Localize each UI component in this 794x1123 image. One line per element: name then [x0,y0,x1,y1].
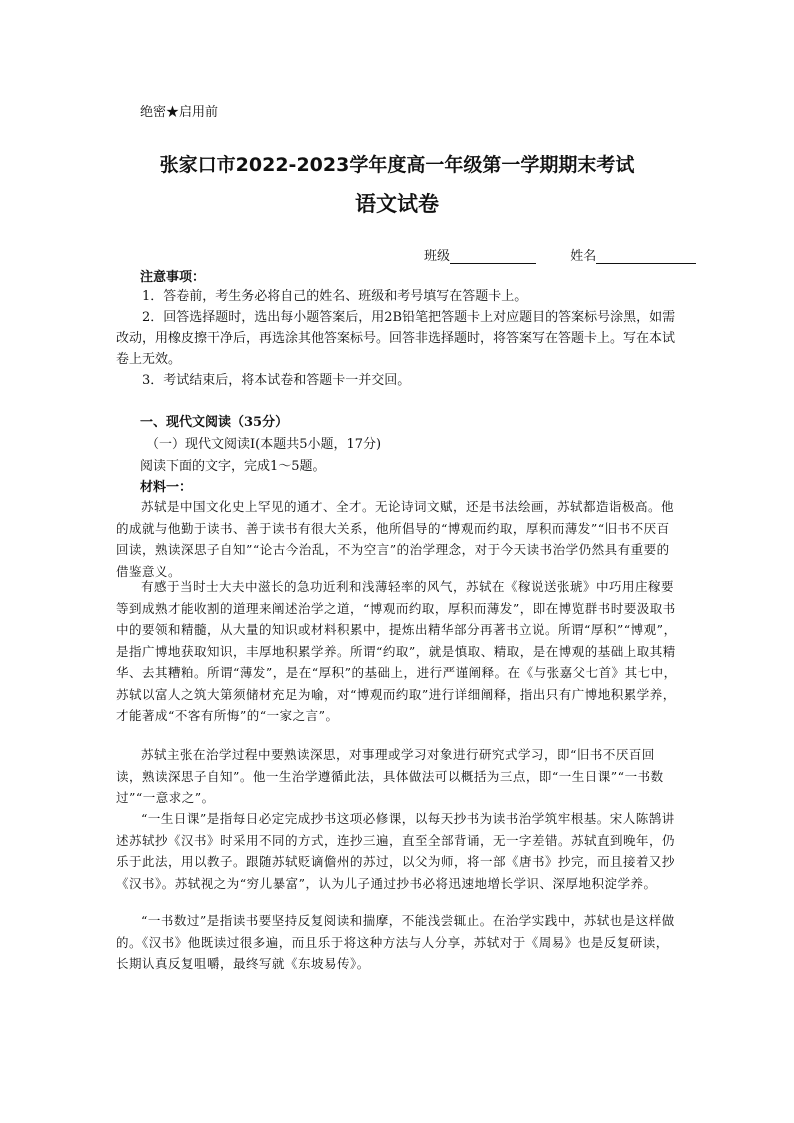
material-paragraph-1: 苏轼是中国文化史上罕见的通才、全才。无论诗词文赋，还是书法绘画，苏轼都造诣极高。他的成就与他勤于读书、善于读书有很大关系，他所倡导的“博观而约取，厚积而薄发”“旧书不厌百回读，熟读深思子自知”“论古今治乱，不为空言”的治学理念，对于今天读书治学仍然具有重要的借鉴意义。 [116,499,675,579]
material-paragraph-3: 苏轼主张在治学过程中要熟读深思，对事理或学习对象进行研究式学习，即“旧书不厌百回读，熟读深思子自知”。他一生治学遵循此法，具体做法可以概括为三点，即“一生日课”“一书数过”“一意求之”。 [116,747,664,805]
exam-title: 张家口市2022-2023学年度高一年级第一学期期末考试 [159,154,635,176]
reading-instruction: 阅读下面的文字，完成1～5题。 [140,459,326,474]
class-blank[interactable] [450,249,536,264]
name-label: 姓名 [570,249,597,264]
section-title: 一、现代文阅读（35分） [140,415,289,430]
section-subtitle: （一）现代文阅读Ⅰ(本题共5小题，17分) [146,437,382,452]
material-paragraph-5: “一书数过”是指读书要坚持反复阅读和揣摩，不能浅尝辄止。在治学实践中，苏轼也是这样做的。《汉书》他既读过很多遍，而且乐于将这种方法与人分享，苏轼对于《周易》也是反复研读，长期认真反复咀嚼，最终写就《东坡易传》。 [116,913,675,971]
notice-item-3: 3．考试结束后，将本试卷和答题卡一并交回。 [142,373,411,388]
class-label: 班级 [424,249,451,264]
exam-subtitle: 语文试卷 [355,191,439,216]
material-paragraph-4: “一生日课”是指每日必定完成抄书这项必修课，以每天抄书为读书治学筑牢根基。宋人陈鹄讲述苏轼抄《汉书》时采用不同的方式，连抄三遍，直至全部背诵，无一字差错。苏轼直到晚年，仍乐于此法，用以教子。跟随苏轼贬谪儋州的苏过，以父为师，将一部《唐书》抄完，而且接着又抄《汉书》。苏轼视之为“穷儿暴富”，认为儿子通过抄书必将迅速地增长学识、深厚地积淀学养。 [116,811,676,891]
notice-item-2: 2．回答选择题时，选出每小题答案后，用2B铅笔把答题卡上对应题目的答案标号涂黑，如需改动，用橡皮擦干净后，再选涂其他答案标号。回答非选择题时，将答案写在答题卡上。写在本试卷上无效。 [116,310,676,367]
notice-item-1: 1．答卷前，考生务必将自己的姓名、班级和考号填写在答题卡上。 [142,289,528,304]
student-fields [424,245,696,264]
name-blank[interactable] [596,249,696,264]
notice-title: 注意事项： [140,270,206,285]
material-paragraph-2: 有感于当时士大夫中滋长的急功近利和浅薄轻率的风气，苏轼在《稼说送张琥》中巧用庄稼要等到成熟才能收割的道理来阐述治学之道，“博观而约取，厚积而薄发”，即在博览群书时要汲取书中的要领和精髓，从大量的知识或材料积累中，提炼出精华部分再著书立说。所谓“厚积”“博观”，是指广博地获取知识，丰厚地积累学养。所谓“约取”，就是慎取、精取，是在博观的基础上取其精华、去其糟粕。所谓“薄发”，是在“厚积”的基础上，进行严谨阐释。在《与张嘉父七首》其七中，苏轼以富人之筑大第须储材充足为喻，对“博观而约取”进行详细阐释，指出只有广博地积累学养，才能著成“不客有所悔”的“一家之言”。 [116,579,677,723]
classified-mark: 绝密★启用前 [140,105,219,120]
material-label: 材料一： [140,480,193,495]
